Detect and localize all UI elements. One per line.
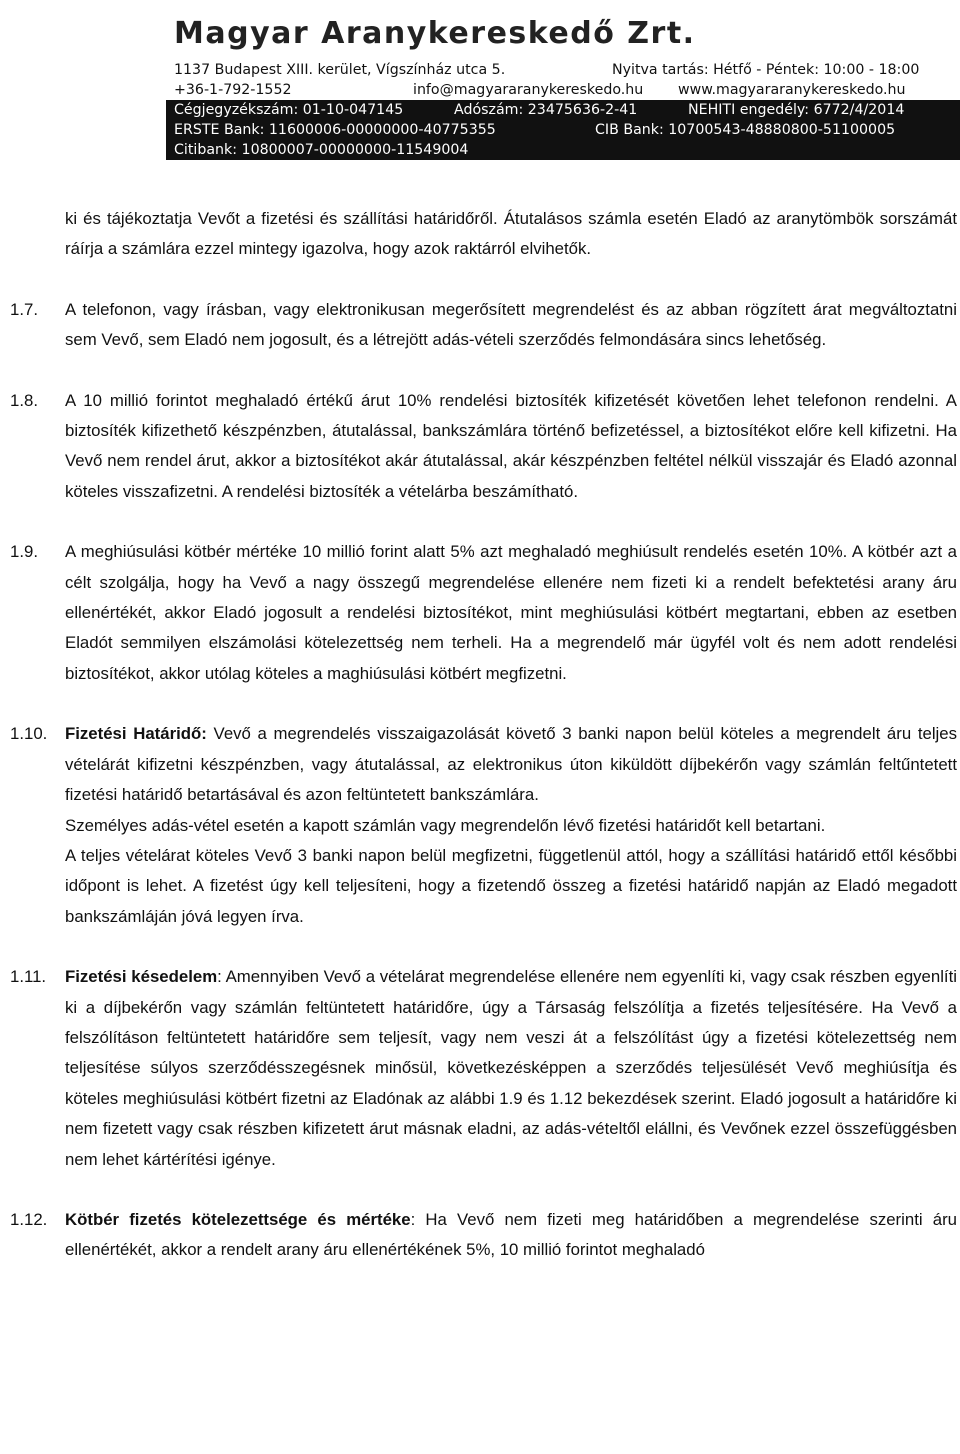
company-name: Magyar Aranykereskedő Zrt. (174, 16, 696, 51)
section-1-10 (0, 719, 960, 932)
citibank-account: Citibank: 10800007-00000000-11549004 (174, 142, 469, 158)
erste-bank-account: ERSTE Bank: 11600006-00000000-40775355 (174, 122, 496, 138)
section-text: A telefonon, vagy írásban, vagy elektronikusan megerősített megrendelést és az abban rögzített árat megváltoztatni sem Vevő, sem Eladó nem jogosult, és a létrejött adás-vételi szerződés felmondására sincs lehetőség. (65, 299, 957, 350)
section-1-11 (0, 962, 960, 1175)
section-title: Fizetési Határidő: (65, 724, 207, 744)
website-link[interactable]: www.magyararanykereskedo.hu (678, 82, 906, 98)
section-text: A 10 millió forintot meghaladó értékű árut 10% rendelési biztosíték kifizetését követően lehet telefonon rendelni. A biztosíték kifizethető készpénzben, átutalással, bankszámlára történő befizetéssel, a biztosítékot előre kell kifizetni. Ha Vevő nem rendel árut, akkor a biztosítékot akár átutalással, akár készpénzben feltétel nélkül visszajár és Eladó azonnal köteles visszafizetni. A rendelési biztosíték a vételárba beszámítható. (65, 390, 957, 501)
company-reg-number: Cégjegyzékszám: 01-10-047145 (174, 102, 404, 118)
section-1-7 (0, 295, 960, 356)
section-1-6-continued (0, 204, 960, 265)
section-1-8 (0, 386, 960, 508)
section-number: 1.11. (10, 967, 47, 987)
section-text: A teljes vételárat köteles Vevő 3 banki napon belül megfizetni, függetlenül attól, hogy a szállítási határidő ettől későbbi időpont is lehet. A fizetést úgy kell teljesíteni, hogy a fizetendő összeg a fizetési határidő napján az Eladó megadott bankszámláján jóvá legyen írva. (65, 845, 957, 926)
section-text: A meghiúsulási kötbér mértéke 10 millió forint alatt 5% azt meghaladó meghiúsult rendelés esetén 10%. A kötbér azt a célt szolgálja, hogy ha Vevő a nagy összegű megrendelése ellenére nem fizeti ki a rendelt befektetési arany áru ellenértékét, akkor Eladó jogosult a rendelési biztosítékot, mint meghiúsulási kötbért megtartani, ebben az esetben Eladót semmilyen elszámolási kötelezettség nem terheli. Ha a megrendelő már ügyfél volt és nem adott rendelési biztosítékot, akkor utólag köteles a maghiúsulási kötbért megfizetni. (65, 542, 957, 683)
address: 1137 Budapest XIII. kerület, Vígszínház utca 5. (174, 62, 506, 78)
phone: +36-1-792-1552 (174, 82, 292, 98)
section-text: : Ha Vevő nem fizeti meg határidőben a megrendelése szerinti áru ellenértékét, akkor a rendelt arany áru ellenértékének 5%, 10 millió forintot meghaladó (65, 1209, 957, 1260)
letterhead (166, 0, 960, 162)
section-title: Kötbér fizetés kötelezettsége és mértéke (65, 1209, 411, 1229)
registration-band (166, 100, 960, 160)
section-title: Fizetési késedelem (65, 967, 218, 987)
section-text: ki és tájékoztatja Vevőt a fizetési és szállítási határidőről. Átutalásos számla esetén Eladó az aranytömbök sorszámát ráírja a számlára ezzel mintegy igazolva, hogy azok raktárról elvihetők. (65, 209, 957, 259)
document-body (0, 204, 960, 1296)
email-link[interactable]: info@magyararanykereskedo.hu (413, 82, 644, 98)
opening-hours: Nyitva tartás: Hétfő - Péntek: 10:00 - 18:00 (612, 62, 920, 78)
section-1-12 (0, 1205, 960, 1266)
section-1-9 (0, 537, 960, 689)
section-number: 1.9. (10, 542, 38, 562)
section-text: Vevő a megrendelés visszaigazolását követő 3 banki napon belül köteles a megrendelt áru teljes vételárát kifizetni készpénzben, vagy átutalással, az elektronikus úton kiküldött díjbekérőn vagy számlán feltűntetett fizetési határidő betartásával és azon feltüntetett bankszámlára. (65, 724, 957, 805)
tax-number: Adószám: 23475636-2-41 (454, 102, 638, 118)
section-number: 1.7. (10, 299, 38, 319)
section-number: 1.12. (10, 1209, 48, 1229)
section-text: Személyes adás-vétel esetén a kapott számlán vagy megrendelőn lévő fizetési határidőt kell betartani. (65, 815, 826, 835)
section-number: 1.8. (10, 390, 38, 410)
nehiti-license: NEHITI engedély: 6772/4/2014 (688, 102, 905, 118)
section-text: : Amennyiben Vevő a vételárat megrendelése ellenére nem egyenlíti ki, vagy csak részben egyenlíti ki a díjbekérőn vagy számlán feltüntetett határidőre, úgy a Társaság felszólítja a fizetés teljesítésére. Ha Vevő a felszólításon feltüntetett határidőre sem teljesít, vagy nem veszi át a felszólítást úgy a fizetési kötelezettség nem teljesítése súlyos szerződésszegésnek minősül, következésképpen a szerződés teljesülését Vevő meghiúsítja és köteles meghiúsulási kötbért fizetni az Eladónak az alábbi 1.9 és 1.12 bekezdések szerint. Eladó jogosult a határidőre ki nem fizetett vagy csak részben kifizetett árut másnak eladni, az adás-vételtől elállni, és Vevőnek ezzel összefüggésben nem lehet kártérítési igénye. (65, 967, 957, 1169)
contact-band (166, 60, 960, 100)
cib-bank-account: CIB Bank: 10700543-48880800-51100005 (595, 122, 896, 138)
section-number: 1.10. (10, 724, 48, 744)
